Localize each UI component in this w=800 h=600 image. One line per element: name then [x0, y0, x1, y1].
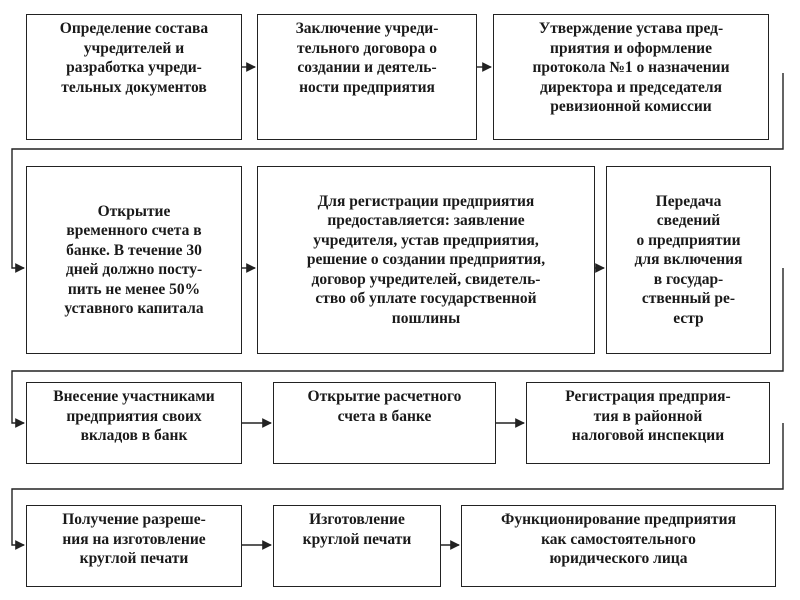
- step-text-9: Регистрация предприя- тия в районной налоговой инспекции: [565, 388, 731, 444]
- step-text-2: Заключение учреди- тельного договора о создании и деятель- ности предприятия: [295, 20, 439, 96]
- step-box-12: [461, 505, 776, 587]
- step-text-12: Функционирование предприятия как самостоятельного юридического лица: [501, 511, 736, 567]
- step-text-6: Передача сведений о предприятии для включения в государ- ственный ре- естр: [634, 192, 743, 327]
- step-text-11: Изготовление круглой печати: [302, 511, 412, 548]
- step-box-9: [526, 382, 770, 464]
- step-box-4: [26, 166, 242, 354]
- step-box-1: [26, 14, 242, 140]
- step-box-7: [26, 382, 242, 464]
- step-box-6: [606, 166, 771, 354]
- step-text-3: Утверждение устава пред- приятия и оформление протокола №1 о назначении директора и председателя ревизионной комиссии: [532, 20, 730, 115]
- step-box-11: [273, 505, 441, 587]
- step-text-10: Получение разреше- ния на изготовление круглой печати: [62, 511, 206, 567]
- step-box-2: [257, 14, 477, 140]
- step-box-5: [257, 166, 595, 354]
- step-box-3: [493, 14, 769, 140]
- step-text-4: Открытие временного счета в банке. В течение 30 дней должно посту- пить не менее 50% уставного капитала: [64, 202, 204, 317]
- step-box-10: [26, 505, 242, 587]
- step-text-7: Внесение участниками предприятия своих вкладов в банк: [53, 388, 215, 444]
- step-box-8: [273, 382, 496, 464]
- step-text-8: Открытие расчетного счета в банке: [307, 388, 462, 425]
- step-text-5: Для регистрации предприятия предоставляется: заявление учредителя, устав предприятия, решение о создании предприятия, договор учредителей, свидетель- ство об уплате государственной пошлины: [306, 192, 546, 327]
- step-text-1: Определение состава учредителей и разработка учреди- тельных документов: [59, 20, 209, 96]
